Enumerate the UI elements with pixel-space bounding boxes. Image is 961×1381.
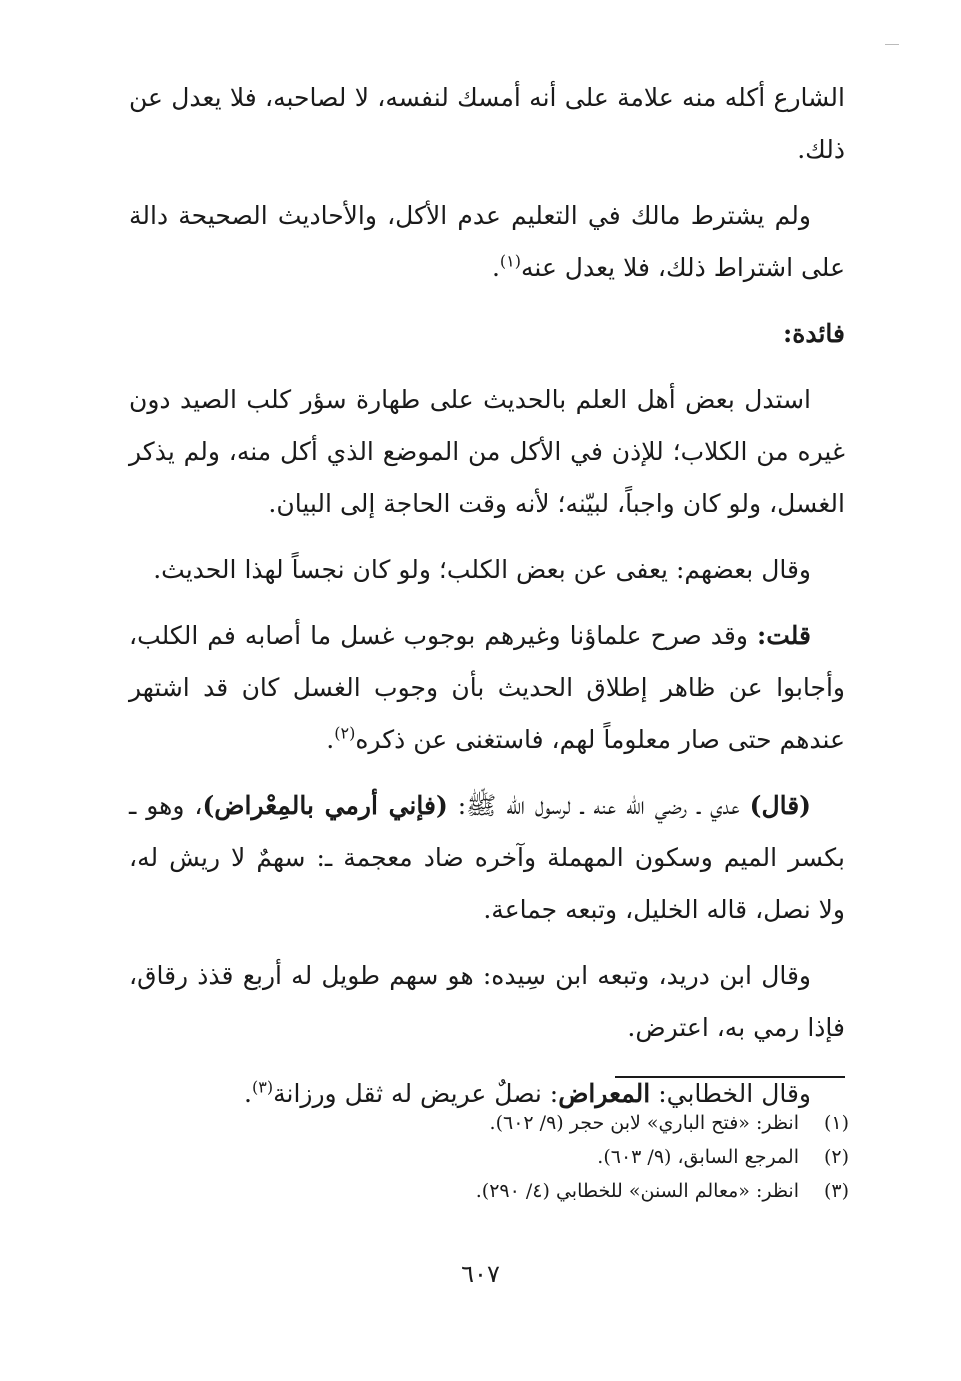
paragraph-continuation: الشارع أكله منه علامة على أنه أمسك لنفسه، لا لصاحبه، فلا يعدل عن ذلك. xyxy=(129,83,845,164)
footnote-number: (٢) xyxy=(823,1146,849,1168)
footnote-divider xyxy=(615,1076,845,1078)
scan-artifact-mark xyxy=(885,44,899,45)
footnote-item xyxy=(129,1106,849,1140)
footnote-number: (٣) xyxy=(823,1180,849,1202)
paragraph-author-note: قلت: وقد صرح علماؤنا وغيرهم بوجوب غسل ما أصابه فم الكلب، وأجابوا عن ظاهر إطلاق الحديث بأن وجوب الغسل كان قد اشتهر عندهم حتى صار معلوماً لهم، فاستغنى عن ذكره$^{(٢)}$. xyxy=(129,621,845,754)
footnote-text: انظر: «معالم السنن» للخطابي (٤/ ٢٩٠). xyxy=(475,1180,799,1202)
paragraph-khattabi: وقال الخطابي: المعراض: نصلٌ عريض له ثقل ورزانة$^{(٣)}$. xyxy=(244,1077,811,1108)
footnote-item xyxy=(129,1174,849,1208)
paragraph-pardon-opinion: وقال بعضهم: يعفى عن بعض الكلب؛ ولو كان نجساً لهذا الحديث. xyxy=(153,555,811,584)
lead-word-qult: قلت: xyxy=(756,621,811,650)
footnote-ref-1[interactable]: (١) xyxy=(499,251,521,271)
paragraph-miraad-definition: (قال) عدي ـ رضي الله عنه ـ لرسول الله ﷺ: (فإني أرمي بالمِعْراض)، وهو ـ بكسر الميم وسكون المهملة وآخره ضاد معجمة ـ: سهمٌ لا ريش له، ولا نصل، قاله الخليل، وتبعه جماعة. xyxy=(129,791,845,924)
lead-word-qal: (قال) xyxy=(749,791,811,820)
term-miraad: المعراض xyxy=(558,1079,651,1108)
paragraph-malik-condition: ولم يشترط مالك في التعليم عدم الأكل، والأحاديث الصحيحة دالة على اشتراط ذلك، فلا يعدل عنه$^{(١)}$. xyxy=(129,201,845,282)
page-number: ٦٠٧ xyxy=(461,1260,500,1288)
section-heading-faida: فائدة: xyxy=(783,319,845,348)
footnote-text: المرجع السابق، (٩/ ٦٠٣). xyxy=(597,1146,799,1168)
footnote-number: (١) xyxy=(823,1112,849,1134)
footnote-item xyxy=(129,1140,849,1174)
main-text xyxy=(129,72,845,1134)
footnotes xyxy=(129,1106,849,1208)
footnote-ref-3[interactable]: (٣) xyxy=(252,1077,274,1097)
paragraph-purity-argument: استدل بعض أهل العلم بالحديث على طهارة سؤر كلب الصيد دون غيره من الكلاب؛ للإذن في الأكل من الموضع الذي أكل منه، ولم يذكر الغسل، ولو كان واجباً، لبيّنه؛ لأنه وقت الحاجة إلى البيان. xyxy=(129,385,845,518)
paragraph-ibn-durayd: وقال ابن دريد، وتبعه ابن سِيده: هو سهم طويل له أربع قذذ رقاق، فإذا رمي به، اعترض. xyxy=(129,961,845,1042)
hadith-quote: (فإني أرمي بالمِعْراض) xyxy=(202,791,448,820)
footnote-ref-2[interactable]: (٢) xyxy=(334,723,356,743)
footnote-text: انظر: «فتح الباري» لابن حجر (٩/ ٦٠٢). xyxy=(489,1112,799,1134)
